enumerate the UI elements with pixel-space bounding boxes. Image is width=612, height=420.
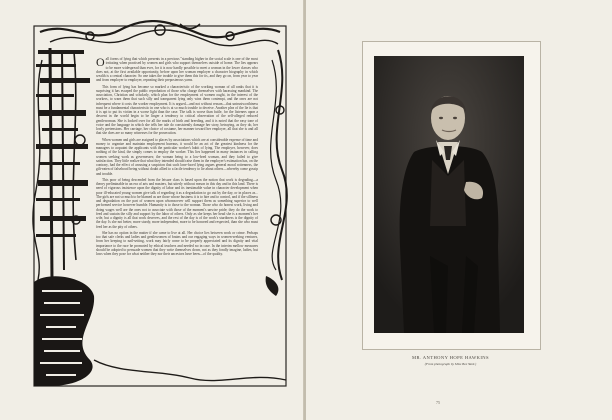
article-paragraph: She has no option in the matter if she came to live at all. Her choice lies between work or crime. Perhaps too that safe clerks and ladies and gentlewomen of brains and our engaging ways in women-seeking ventures, from her keeping to nail-setting, work may fairly come to be properly appreciated and its dignity and vital importance to the race be promoted by ethical teachers and needed no in case. In the interim mellow measures should be adopted to persuade women that they write themselves down, not as they fondly imagine, ladies, but laws when they pose for what neither they nor their ancestors have been—of the quality. <box>96 230 258 256</box>
article-paragraph: This poor of being descended from the leisure class is based upon the notion that work is degrading—a theory preliminable in an era of arts and masters, but utterly without reason in this day and in this land. There is need of vigorous insistence upon the dignity of labor and its inestimable value in character development when poor ill-educated young women give talk of regarding it as a degradation to go out by the day, or in places as... The girls are not so much to be blamed as are those whose business it is to hire and to control, and if the silliness and degradation on the part of women upon whomsoever will support them as something superior to well performed service however humble. Humanity is to those to the woman. Those who do honest work, living and doing wages well are the ones not to associate with those of the moment's unwise pride; they do the work to feed and sustain the silly and support by the labor of others. Only as she keeps her head she is a moment's her wife, but a dignity is all that work deserves, and the rest of the day is of the work's sturdiness is the dignity of the day. Is she not better, more sturdy, more independent, more to be honored and respected, than she who must feed her as the pity of others. <box>96 177 258 229</box>
article-paragraph <box>96 57 258 83</box>
article-paragraph: When women and girls are assigned to places by associations which are at considerable expense of time and money to organize and maintain employment bureaus, it would be an act of the greatest kindness for the managers to acquaint the applicants with the particular worker's habit of lying. The employer, however, does nothing of the kind, the simply comes to employ the worker. This lies happened in many instances in calling women seeking work as governesses; the woman being to a low-bred woman, and they failed to give satisfaction. They little realize that what they intended should raise them in the employer's estimation has, on the contrary, had the effect of arousing a suspicion that such lone-faced lying argues general moral rottenness, the gilt-eaten of falsehood being without doubt allied to a facile tendency to lie about others—whereby come gossip and trouble. <box>96 137 258 176</box>
portrait-photo <box>374 56 524 333</box>
left-page <box>0 0 305 420</box>
caption-name: MR. ANTHONY HOPE HAWKINS <box>412 355 489 360</box>
gentleman-portrait <box>374 56 524 333</box>
paragraph-text: all forms of lying that which presents in a precious "standing higher in the social scale is one of the most irritating when practised by women and girls who support themselves outside of home. The lies appears to be more widespread than ever, for it is now hardly possible to meet a woman in the lower classes who does not, at the first available opportunity, before upon her woman employer a character biography in which wealth is a central character. So one takes the trouble to give them this for its, and they go on, from year to year and from employer to employer, repeating their preposterous yarns. <box>96 57 258 83</box>
drop-cap: O <box>96 55 105 69</box>
photo-caption <box>362 355 539 366</box>
page-number: 75 <box>436 400 440 405</box>
article-paragraph: This form of lying has become so marked a characteristic of the working woman of all ranks that it is surprising it has escaped the public reprobation of those who charge themselves with harassing mankind. The association, Christian and scholarly, which plan for the employment of women ought, in the interest of the workers, to warn them that such silly and transparent lying only wins them contempt, and the ones are not infrequent where it costs the worker employment. It is argued—and not without reason—that untrustworthiness must be a fundamental characteristic in one who is at so much trouble to deceive. Another plea of the lie is that it is apt to put its victim in a worse light than the case. The talk is worse than futile, for the listeners upon a descent in the world begin to be linger a tendency to critical observation of the self-alleged reduced gentlewoman. She is looked over for all the marks of birth and breeding, and it is noted that the easy tone of voice and the language in which she tells her tale do consistently damage her story, betraying, as they do, her lowly pretensions. Her carriage, her choice of costume, her manner toward her employer, all that she is and all that she does are so many witnesses for the prosecution. <box>96 84 258 136</box>
article-text <box>96 57 258 258</box>
caption-credit: (From photograph by Miss Bee Yard.) <box>424 362 477 366</box>
